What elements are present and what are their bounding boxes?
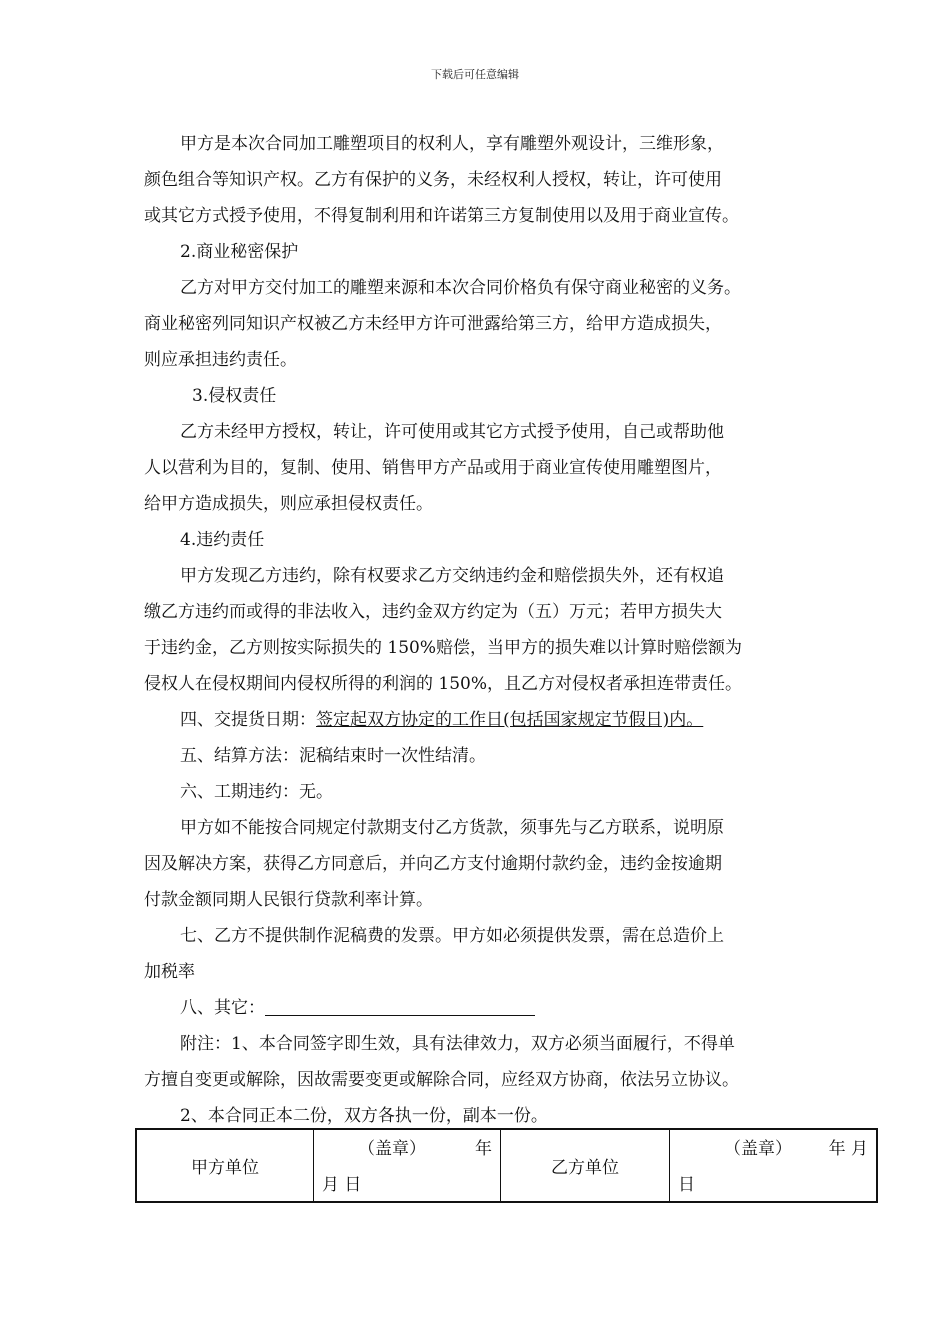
signature-table xyxy=(135,1128,878,1203)
paragraph-line: 于违约金，乙方则按实际损失的 150%赔偿，当甲方的损失难以计算时赔偿额为 xyxy=(144,638,743,658)
paragraph-line: 甲方如不能按合同规定付款期支付乙方货款，须事先与乙方联系，说明原 xyxy=(180,818,724,838)
paragraph-line: 乙方对甲方交付加工的雕塑来源和本次合同价格负有保守商业秘密的义务。 xyxy=(180,278,741,298)
paragraph-line: 侵权人在侵权期间内侵权所得的利润的 150%，且乙方对侵权者承担连带责任。 xyxy=(144,674,743,694)
paragraph-line: 缴乙方违约而或得的非法收入，违约金双方约定为（五）万元；若甲方损失大 xyxy=(144,602,722,622)
other-line xyxy=(144,990,820,1026)
contract-body xyxy=(144,126,820,1134)
party-b-day: 日 xyxy=(678,1175,695,1195)
paragraph-line: 因及解决方案，获得乙方同意后，并向乙方支付逾期付款约金，违约金按逾期 xyxy=(144,854,722,874)
party-b-label: 乙方单位 xyxy=(501,1129,670,1202)
section-heading: 4.违约责任 xyxy=(180,530,265,550)
party-b-seal: （盖章） xyxy=(724,1139,792,1159)
paragraph-line: 加税率 xyxy=(144,962,195,982)
section-heading: 3.侵权责任 xyxy=(192,386,277,406)
party-a-seal-cell xyxy=(314,1129,501,1202)
party-a-label: 甲方单位 xyxy=(136,1129,314,1202)
paragraph-line: 附注：1、本合同签字即生效，具有法律效力，双方必须当面履行，不得单 xyxy=(180,1034,735,1054)
paragraph-line: 方擅自变更或解除，因故需要变更或解除合同，应经双方协商，依法另立协议。 xyxy=(144,1070,739,1090)
paragraph-line: 七、乙方不提供制作泥稿费的发票。甲方如必须提供发票，需在总造价上 xyxy=(180,926,724,946)
paragraph-line: 给甲方造成损失，则应承担侵权责任。 xyxy=(144,494,433,514)
delivery-value: 签定起双方协定的工作日(包括国家规定节假日)内。 xyxy=(316,710,704,730)
paragraph-line: 甲方是本次合同加工雕塑项目的权利人，享有雕塑外观设计，三维形象， xyxy=(180,134,724,154)
party-a-date: 月 日 xyxy=(322,1175,362,1195)
paragraph-line: 商业秘密列同知识产权被乙方未经甲方许可泄露给第三方，给甲方造成损失， xyxy=(144,314,722,334)
party-a-year: 年 xyxy=(475,1139,492,1159)
party-b-year-month: 年 月 xyxy=(828,1139,868,1159)
party-b-seal-cell xyxy=(670,1129,878,1202)
party-a-seal: （盖章） xyxy=(358,1139,426,1159)
section-heading: 五、结算方法：泥稿结束时一次性结清。 xyxy=(180,746,486,766)
paragraph-line: 乙方未经甲方授权，转让，许可使用或其它方式授予使用，自己或帮助他 xyxy=(180,422,724,442)
other-label: 八、其它： xyxy=(180,998,265,1018)
other-blank xyxy=(265,995,535,1016)
paragraph-line: 付款金额同期人民银行贷款利率计算。 xyxy=(144,890,433,910)
paragraph-line: 甲方发现乙方违约，除有权要求乙方交纳违约金和赔偿损失外，还有权追 xyxy=(180,566,724,586)
paragraph-line: 或其它方式授予使用，不得复制利用和许诺第三方复制使用以及用于商业宣传。 xyxy=(144,206,739,226)
page-header: 下载后可任意编辑 xyxy=(431,68,519,81)
section-heading: 六、工期违约：无。 xyxy=(180,782,333,802)
section-heading: 2.商业秘密保护 xyxy=(180,242,299,262)
paragraph-line: 2、本合同正本二份，双方各执一份，副本一份。 xyxy=(180,1106,548,1126)
paragraph-line: 颜色组合等知识产权。乙方有保护的义务，未经权利人授权，转让，许可使用 xyxy=(144,170,722,190)
paragraph-line: 人以营利为目的，复制、使用、销售甲方产品或用于商业宣传使用雕塑图片， xyxy=(144,458,722,478)
delivery-label: 四、交提货日期： xyxy=(180,710,316,730)
delivery-line xyxy=(144,702,820,738)
paragraph-line: 则应承担违约责任。 xyxy=(144,350,297,370)
